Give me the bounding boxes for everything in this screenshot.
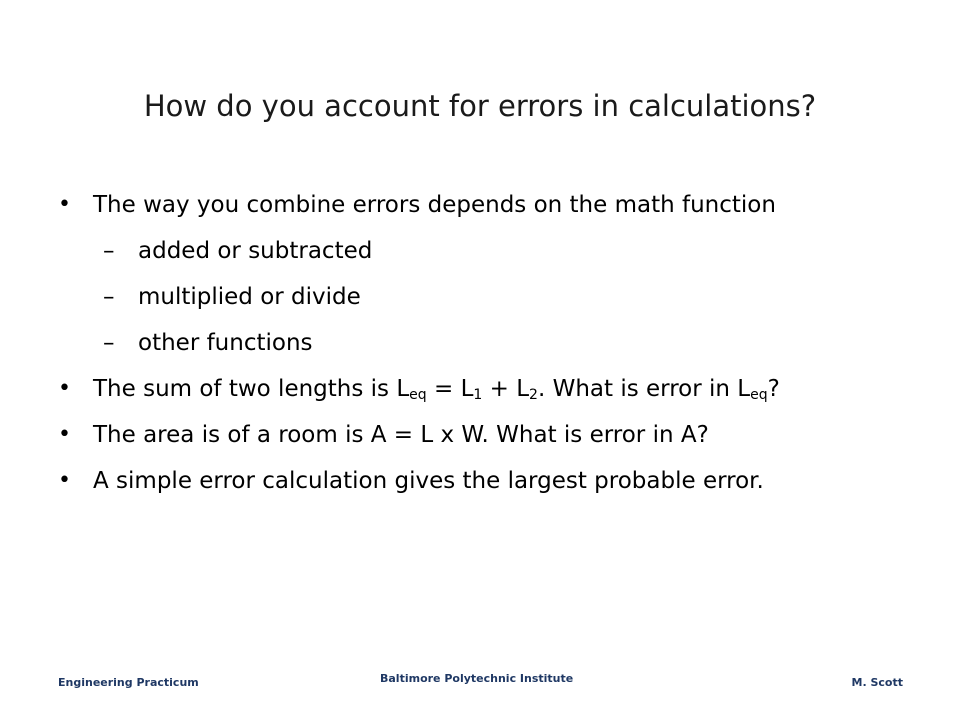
sub-bullet-item (58, 228, 938, 274)
bullet-text (93, 366, 780, 412)
sub-bullet-item (58, 320, 938, 366)
subscript: eq (409, 387, 427, 403)
text-part: ? (767, 376, 780, 402)
bullet-marker: • (58, 422, 71, 447)
sub-bullet-marker: – (103, 330, 115, 356)
text-part: + L (482, 376, 530, 402)
footer-author: M. Scott (851, 676, 903, 689)
subscript: 2 (529, 387, 538, 403)
text-part: = L (426, 376, 474, 402)
bullet-marker: • (58, 192, 71, 217)
sub-bullet-text: multiplied or divide (138, 284, 361, 310)
sub-bullet-marker: – (103, 284, 115, 310)
footer-institution: Baltimore Polytechnic Institute (380, 672, 574, 685)
bullet-text: A simple error calculation gives the largest probable error. (93, 468, 764, 494)
slide-title: How do you account for errors in calculations? (143, 89, 817, 123)
bullet-item (58, 182, 938, 228)
sub-bullet-item (58, 274, 938, 320)
text-part: . What is error in L (537, 376, 751, 402)
bullet-text: The way you combine errors depends on the math function (93, 192, 776, 218)
bullet-text: The area is of a room is A = L x W. What is error in A? (93, 422, 709, 448)
bullet-list (58, 182, 938, 504)
sub-bullet-text: other functions (138, 330, 313, 356)
bullet-item (58, 412, 938, 458)
bullet-item (58, 458, 938, 504)
sub-bullet-marker: – (103, 238, 115, 264)
sub-bullet-text: added or subtracted (138, 238, 373, 264)
bullet-marker: • (58, 376, 71, 401)
bullet-marker: • (58, 468, 71, 493)
subscript: 1 (473, 387, 483, 403)
bullet-item (58, 366, 938, 412)
subscript: eq (750, 387, 768, 403)
text-part: The sum of two lengths is L (93, 376, 410, 402)
footer-course: Engineering Practicum (58, 676, 199, 689)
